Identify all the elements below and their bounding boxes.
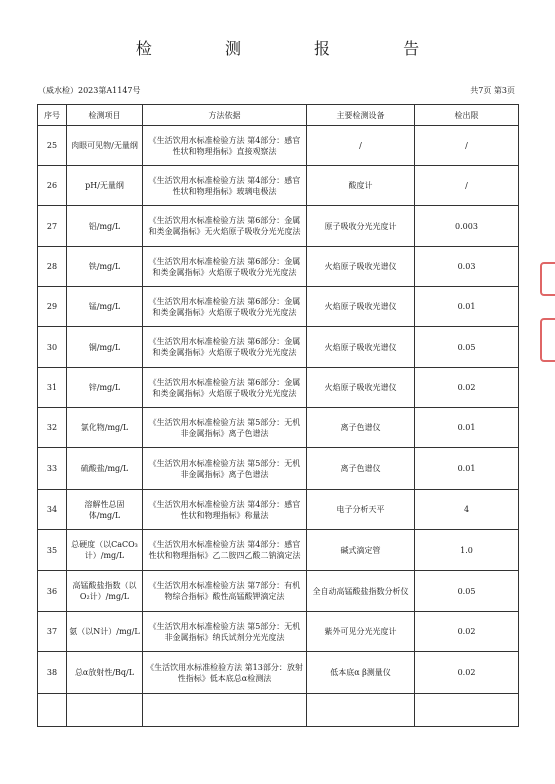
row-method: 《生活饮用水标准检验方法 第5部分：无机非金属指标》离子色谱法 bbox=[143, 448, 307, 490]
empty-table-row bbox=[38, 694, 519, 727]
row-no: 25 bbox=[38, 126, 67, 166]
row-device: 低本底α β测量仪 bbox=[307, 652, 415, 694]
row-device: 全自动高锰酸盐指数分析仪 bbox=[307, 571, 415, 612]
row-limit: 0.02 bbox=[415, 368, 519, 408]
row-method: 《生活饮用水标准检验方法 第5部分：无机非金属指标》离子色谱法 bbox=[143, 408, 307, 448]
row-no: 37 bbox=[38, 612, 67, 652]
table-header-row bbox=[38, 105, 519, 126]
row-item: 氯化物/mg/L bbox=[67, 408, 143, 448]
row-limit: 0.02 bbox=[415, 612, 519, 652]
row-method: 《生活饮用水标准检验方法 第6部分：金属和类金属指标》火焰原子吸收分光光度法 bbox=[143, 368, 307, 408]
row-device: 火焰原子吸收光谱仪 bbox=[307, 247, 415, 287]
row-method: 《生活饮用水标准检验方法 第6部分：金属和类金属指标》无火焰原子吸收分光光度法 bbox=[143, 206, 307, 247]
row-method: 《生活饮用水标准检验方法 第4部分：感官性状和物理指标》乙二胺四乙酸二钠滴定法 bbox=[143, 530, 307, 571]
row-item: 硫酸盐/mg/L bbox=[67, 448, 143, 490]
column-header-limit: 检出限 bbox=[415, 105, 519, 126]
row-item: 铁/mg/L bbox=[67, 247, 143, 287]
table-row bbox=[38, 530, 519, 571]
row-device: 火焰原子吸收光谱仪 bbox=[307, 368, 415, 408]
row-device: 火焰原子吸收光谱仪 bbox=[307, 287, 415, 327]
row-no: 30 bbox=[38, 327, 67, 368]
table-row bbox=[38, 408, 519, 448]
row-device: / bbox=[307, 126, 415, 166]
row-no: 35 bbox=[38, 530, 67, 571]
row-device: 碱式滴定管 bbox=[307, 530, 415, 571]
row-limit: / bbox=[415, 126, 519, 166]
table-row bbox=[38, 652, 519, 694]
row-device: 电子分析天平 bbox=[307, 490, 415, 530]
row-no: 32 bbox=[38, 408, 67, 448]
row-no: 33 bbox=[38, 448, 67, 490]
row-no: 26 bbox=[38, 166, 67, 206]
row-limit: 1.0 bbox=[415, 530, 519, 571]
column-header-no: 序号 bbox=[38, 105, 67, 126]
row-method: 《生活饮用水标准检验方法 第7部分：有机物综合指标》酸性高锰酸钾滴定法 bbox=[143, 571, 307, 612]
row-item: 总硬度（以CaCO₃计）/mg/L bbox=[67, 530, 143, 571]
table-row bbox=[38, 490, 519, 530]
row-limit: 0.01 bbox=[415, 287, 519, 327]
table-row bbox=[38, 327, 519, 368]
inspection-table bbox=[37, 104, 519, 727]
row-item: 氨（以N计）/mg/L bbox=[67, 612, 143, 652]
row-item: 铝/mg/L bbox=[67, 206, 143, 247]
row-method: 《生活饮用水标准检验方法 第6部分：金属和类金属指标》火焰原子吸收分光光度法 bbox=[143, 247, 307, 287]
table-row bbox=[38, 247, 519, 287]
row-no: 34 bbox=[38, 490, 67, 530]
row-device: 火焰原子吸收光谱仪 bbox=[307, 327, 415, 368]
row-no: 36 bbox=[38, 571, 67, 612]
row-item: 溶解性总固体/mg/L bbox=[67, 490, 143, 530]
table-row bbox=[38, 448, 519, 490]
table-row bbox=[38, 166, 519, 206]
row-device: 酸度计 bbox=[307, 166, 415, 206]
row-item: 锌/mg/L bbox=[67, 368, 143, 408]
row-no: 28 bbox=[38, 247, 67, 287]
row-limit: 0.05 bbox=[415, 571, 519, 612]
row-limit: 0.01 bbox=[415, 448, 519, 490]
column-header-item: 检测项目 bbox=[67, 105, 143, 126]
seal-stamp bbox=[540, 262, 555, 296]
table-row bbox=[38, 126, 519, 166]
row-no: 38 bbox=[38, 652, 67, 694]
row-device: 离子色谱仪 bbox=[307, 408, 415, 448]
table-row bbox=[38, 612, 519, 652]
row-method: 《生活饮用水标准检验方法 第4部分：感官性状和物理指标》称量法 bbox=[143, 490, 307, 530]
table-row bbox=[38, 368, 519, 408]
row-method: 《生活饮用水标准检验方法 第5部分：无机非金属指标》纳氏试剂分光光度法 bbox=[143, 612, 307, 652]
row-device: 原子吸收分光光度计 bbox=[307, 206, 415, 247]
table-row bbox=[38, 571, 519, 612]
row-method: 《生活饮用水标准检验方法 第6部分：金属和类金属指标》火焰原子吸收分光光度法 bbox=[143, 287, 307, 327]
report-number: （威水检）2023第A1147号 bbox=[38, 86, 141, 95]
seal-stamp bbox=[540, 318, 555, 362]
row-limit: 0.05 bbox=[415, 327, 519, 368]
table-row bbox=[38, 206, 519, 247]
table-row bbox=[38, 287, 519, 327]
report-title: 检 测 报 告 bbox=[135, 39, 454, 58]
row-limit: 0.03 bbox=[415, 247, 519, 287]
column-header-method: 方法依据 bbox=[143, 105, 307, 126]
row-method: 《生活饮用水标准检验方法 第13部分：放射性指标》低本底总α检测法 bbox=[143, 652, 307, 694]
row-limit: 0.01 bbox=[415, 408, 519, 448]
row-limit: 0.003 bbox=[415, 206, 519, 247]
row-item: 锰/mg/L bbox=[67, 287, 143, 327]
column-header-device: 主要检测设备 bbox=[307, 105, 415, 126]
row-item: 总α放射性/Bq/L bbox=[67, 652, 143, 694]
row-limit: 0.02 bbox=[415, 652, 519, 694]
row-item: 铜/mg/L bbox=[67, 327, 143, 368]
row-item: pH/无量纲 bbox=[67, 166, 143, 206]
row-method: 《生活饮用水标准检验方法 第4部分：感官性状和物理指标》玻璃电极法 bbox=[143, 166, 307, 206]
page-info: 共7页 第3页 bbox=[470, 86, 515, 95]
row-limit: / bbox=[415, 166, 519, 206]
row-method: 《生活饮用水标准检验方法 第6部分：金属和类金属指标》火焰原子吸收分光光度法 bbox=[143, 327, 307, 368]
row-device: 紫外可见分光光度计 bbox=[307, 612, 415, 652]
row-limit: 4 bbox=[415, 490, 519, 530]
row-method: 《生活饮用水标准检验方法 第4部分：感官性状和物理指标》直接观察法 bbox=[143, 126, 307, 166]
row-item: 高锰酸盐指数（以O₂计）/mg/L bbox=[67, 571, 143, 612]
row-device: 离子色谱仪 bbox=[307, 448, 415, 490]
row-item: 肉眼可见物/无量纲 bbox=[67, 126, 143, 166]
row-no: 31 bbox=[38, 368, 67, 408]
row-no: 27 bbox=[38, 206, 67, 247]
row-no: 29 bbox=[38, 287, 67, 327]
